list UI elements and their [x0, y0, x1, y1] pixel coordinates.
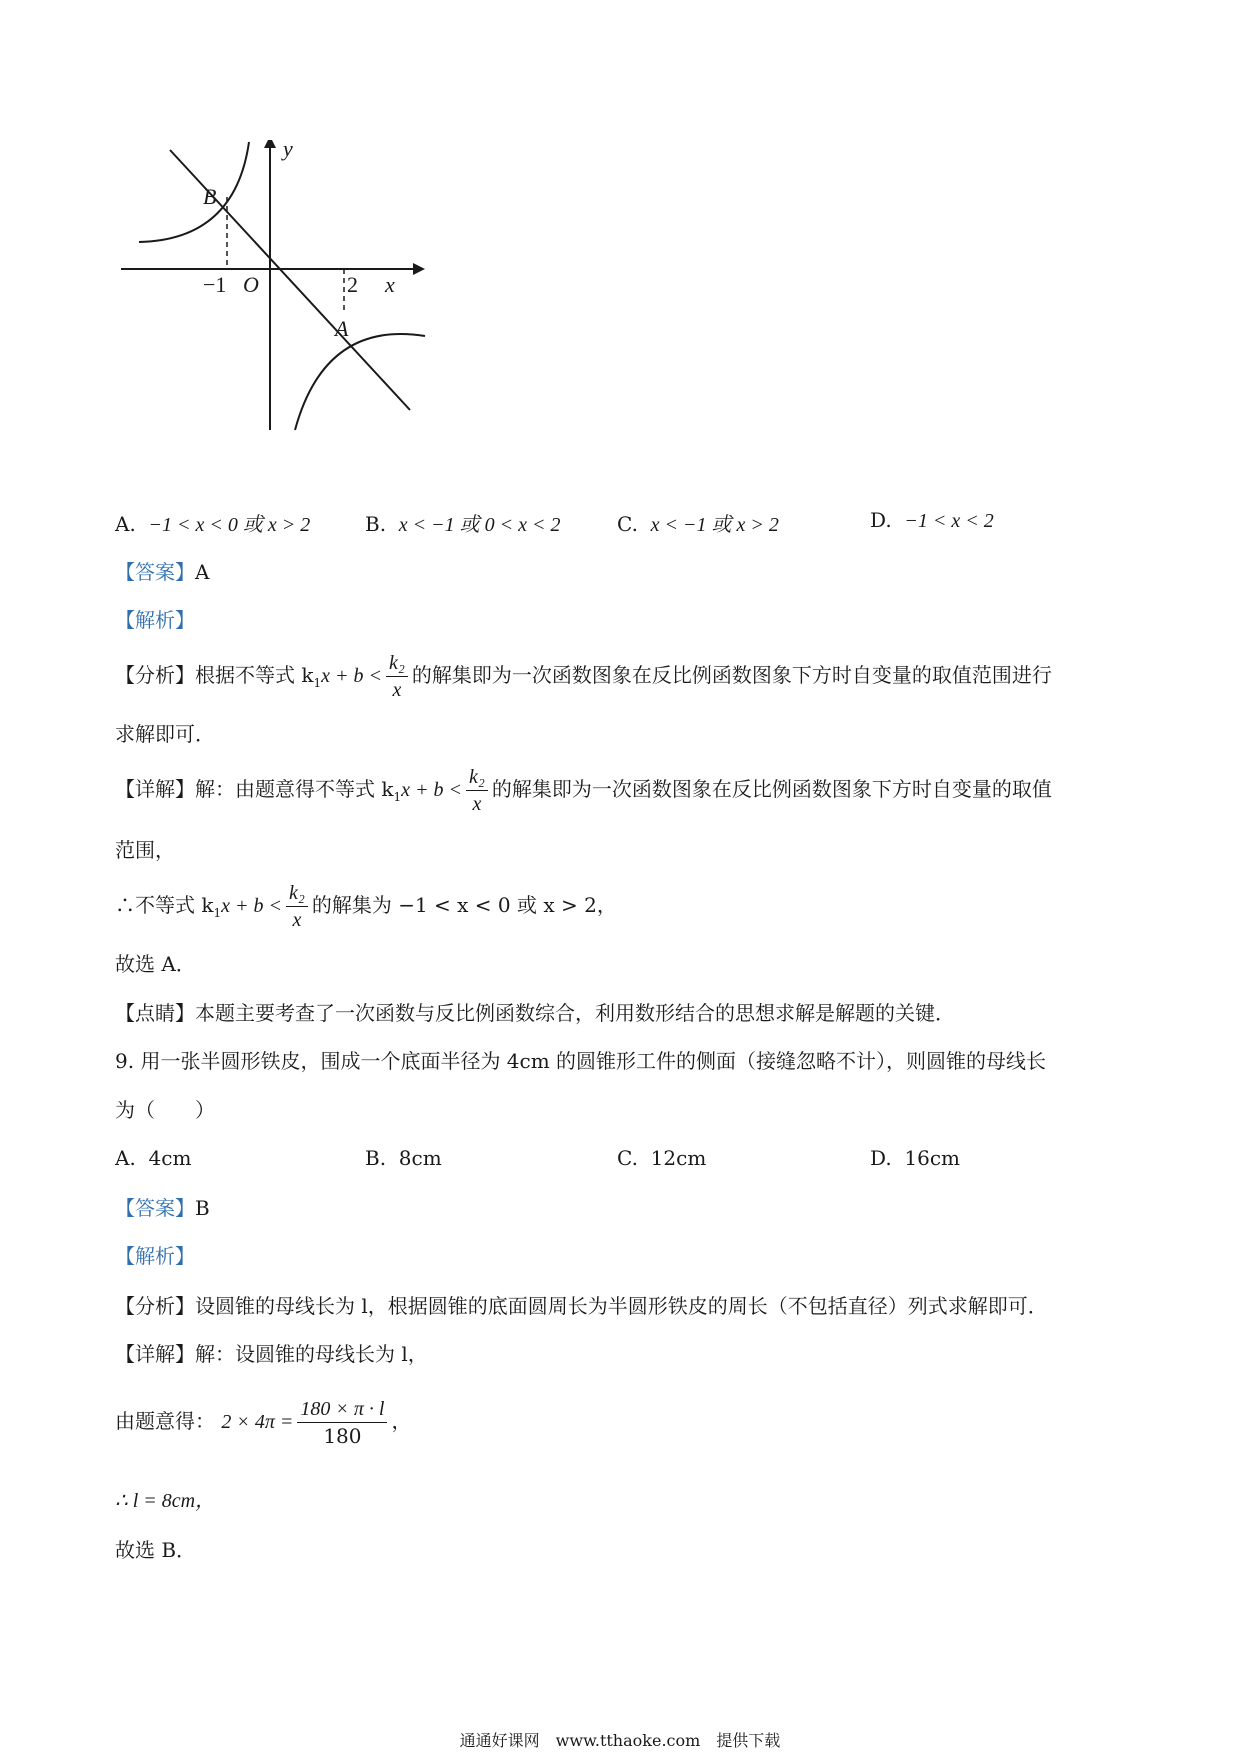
- hyperbola-lower-right: [295, 334, 425, 430]
- function-graph: [115, 140, 435, 440]
- q9-answer: 【答案】B: [115, 1196, 210, 1220]
- q8-answer: 【答案】A: [115, 560, 210, 584]
- q9-stem-line2: 为（ ）: [115, 1098, 215, 1122]
- q8-xiangjie: 【详解】解：由题意得不等式 $k_1x + b$ < $\frac{\text{k₂}}{x}$ 的解集即为一次函数图象在反比例函数图象下方时自变量的取值: [115, 766, 1052, 815]
- y-axis-arrow: [264, 140, 276, 148]
- hyperbola-upper-left: [139, 142, 249, 242]
- q8-jiexi: 【解析】: [115, 608, 195, 632]
- q9-result: ∴ l = 8cm，: [115, 1490, 216, 1512]
- q9-option-c: C. 12cm: [617, 1146, 707, 1170]
- q9-option-b: B. 8cm: [365, 1146, 442, 1170]
- tick-label-2: 2: [347, 272, 358, 297]
- axis-label-y: y: [283, 140, 293, 161]
- q9-option-d: D. 16cm: [870, 1146, 961, 1170]
- q9-stem: 9. 用一张半圆形铁皮，围成一个底面半径为 4cm 的圆锥形工件的侧面（接缝忽略不计），则圆锥的母线长: [115, 1049, 1047, 1073]
- page-footer: 通通好课网 www.tthaoke.com 提供下载: [459, 1731, 781, 1750]
- q8-fenxi-line2: 求解即可．: [115, 722, 215, 746]
- q8-option-c: C. x < −1 或 x > 2: [617, 512, 779, 536]
- q8-guxuan: 故选 A．: [115, 952, 196, 976]
- q9-jiexi: 【解析】: [115, 1244, 195, 1268]
- x-axis-arrow: [413, 263, 425, 275]
- q9-xiangjie: 【详解】解：设圆锥的母线长为 l，: [115, 1342, 428, 1366]
- q8-therefore: ∴不等式 $k_1x + b$ < $\frac{\text{k₂}}{x}$ 的解集为 −1 < x < 0 或 x > 2，: [115, 882, 617, 931]
- q8-fenxi: 【分析】根据不等式 $k_1x + b$ < $\frac{\text{k₂}}{x}$ 的解集即为一次函数图象在反比例函数图象下方时自变量的取值范围进行: [115, 652, 1052, 701]
- answer-tag: 【答案】: [115, 560, 195, 584]
- q8-dianjing: 【点睛】本题主要考查了一次函数与反比例函数综合，利用数形结合的思想求解是解题的关键．: [115, 1001, 955, 1025]
- q9-equation: 由题意得： 2 × 4π = $\frac{180 \times \pi \cdot l}{180}$ ，: [115, 1398, 412, 1448]
- q8-option-a: A. −1 < x < 0 或 x > 2: [115, 512, 311, 536]
- q8-option-b: B. x < −1 或 0 < x < 2: [365, 512, 561, 536]
- axis-label-x: x: [385, 272, 395, 297]
- origin-label: O: [243, 272, 259, 297]
- q9-guxuan: 故选 B．: [115, 1538, 197, 1562]
- q8-option-d: D. −1 < x < 2: [870, 508, 994, 532]
- q9-fenxi: 【分析】设圆锥的母线长为 l，根据圆锥的底面圆周长为半圆形铁皮的周长（不包括直径）列式求解即可．: [115, 1294, 1048, 1318]
- tick-label-neg1: −1: [203, 272, 227, 297]
- point-b-label: B: [203, 184, 217, 209]
- point-a-label: A: [335, 316, 349, 341]
- q8-xiangjie-line2: 范围，: [115, 838, 175, 862]
- q9-option-a: A. 4cm: [115, 1146, 192, 1170]
